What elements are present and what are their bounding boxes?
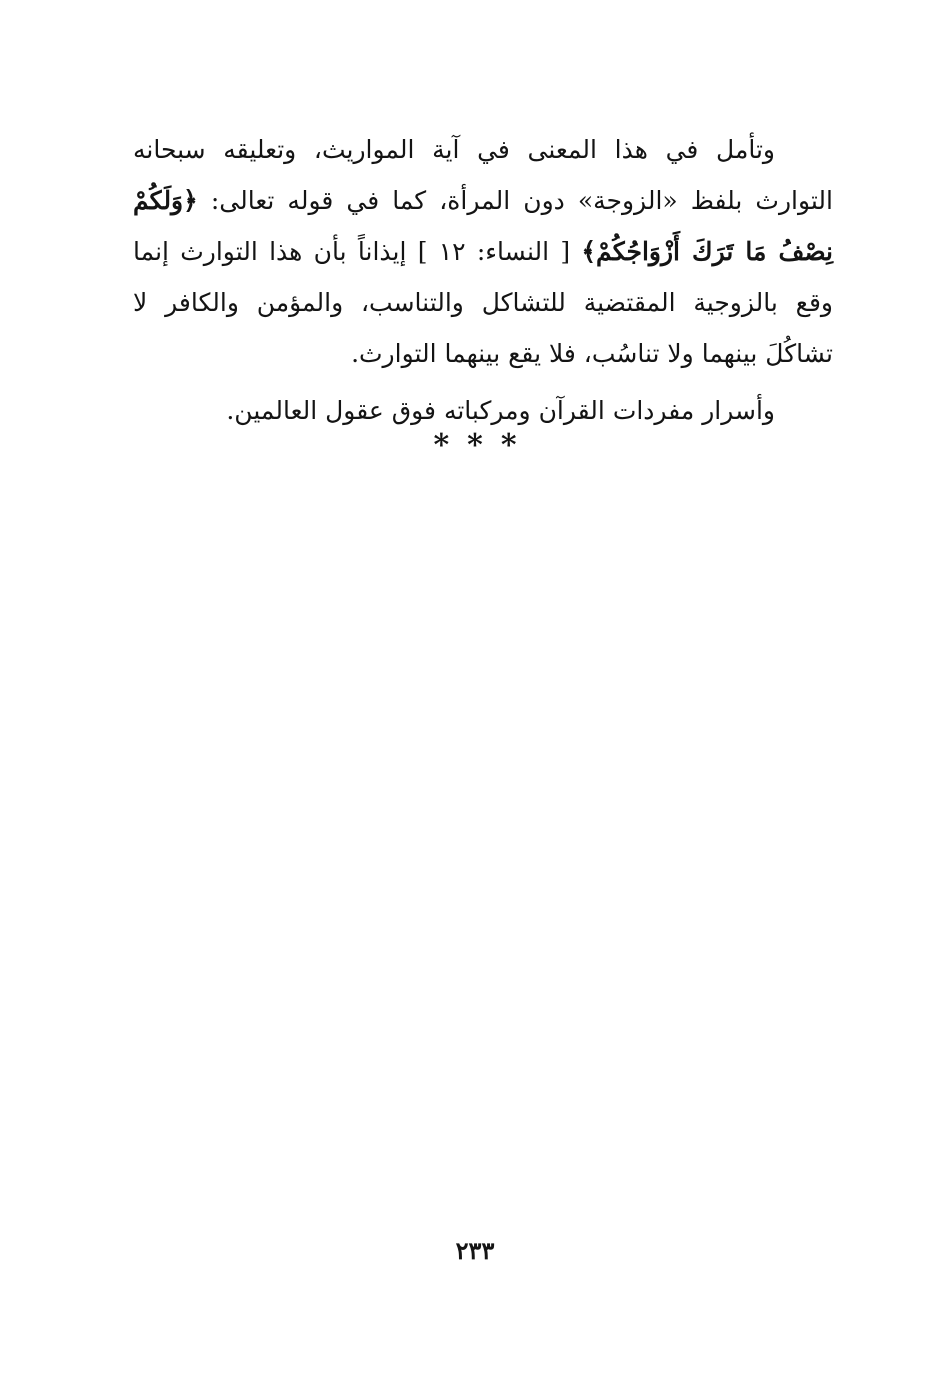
quran-quote: ﴿وَلَكُمْ نِصْفُ مَا تَرَكَ أَزْوَاجُكُمْ﴾ <box>133 186 833 266</box>
body-text <box>133 124 833 436</box>
paragraph-inheritance-verse <box>133 124 833 379</box>
page-number: ٢٣٣ <box>455 1236 495 1265</box>
paragraph-text: وتأمل في هذا المعنى في آية المواريث، وتعليقه سبحانه التوارث بلفظ «الزوجة» دون المرأة، كما في قوله تعالى: <box>133 135 833 215</box>
paragraph-text: [ النساء: ١٢ ] إيذاناً بأن هذا التوارث إنما وقع بالزوجية المقتضية للتشاكل والتناسب، والمؤمن والكافر لا تشاكُلَ بينهما ولا تناسُب، فلا يقع بينهما التوارث. <box>133 237 833 368</box>
paragraph-text: وأسرار مفردات القرآن ومركباته فوق عقول العالمين. <box>226 396 775 425</box>
section-divider: *** <box>433 428 535 463</box>
